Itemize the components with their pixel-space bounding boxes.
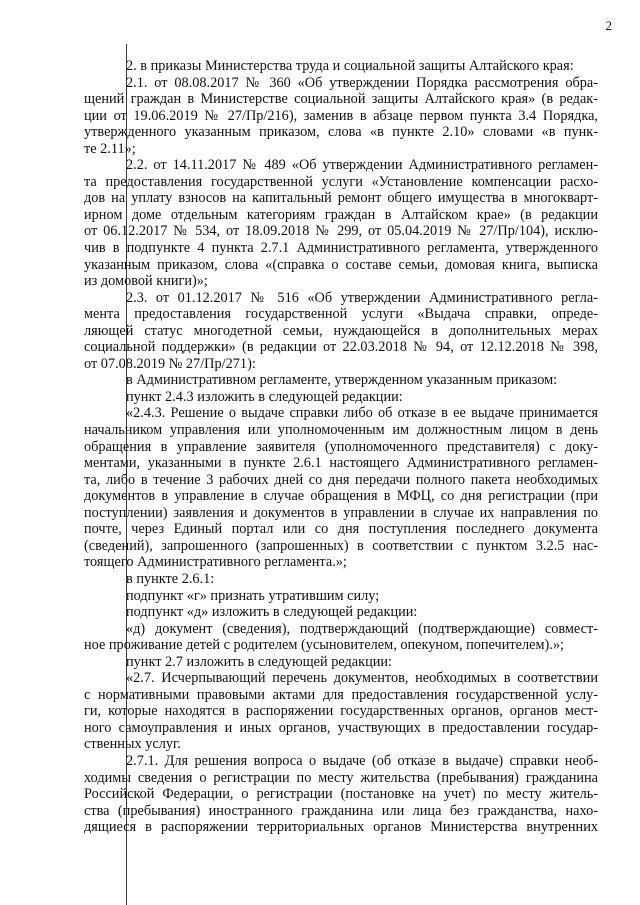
paragraph-line: ирном доме отдельным категориям граждан в Алтайском крае» (в редакции [84,206,598,223]
paragraph-line: ного самоуправления и иных органов, участвующих в предоставлении государ- [84,719,598,736]
paragraph-line: в пункте 2.6.1: [126,570,215,587]
paragraph-line: ственных услуг. [84,736,181,753]
paragraph-line: (сведений), запрошенного (запрошенных) в соответствии с пунктом 3.2.5 нас- [84,537,598,554]
paragraph-line: 2.2. от 14.11.2017 № 489 «Об утверждении Административного регламен- [126,157,598,174]
paragraph-line: с нормативными правовыми актами для предоставления государственной услу- [84,686,598,703]
paragraph-line: те 2.11»; [84,140,136,157]
document-body [84,58,598,836]
paragraph-line: ляющей статус многодетной семьи, нуждающейся в дополнительных мерах [84,322,598,339]
paragraph-line: пункт 2.4.3 изложить в следующей редакции: [126,388,403,405]
paragraph-line: 2.3. от 01.12.2017 № 516 «Об утверждении Административного регла- [126,289,598,306]
paragraph-line: ства (пребывания) иностранного гражданина или лица без гражданства, нахо- [84,802,598,819]
paragraph-line: пункт 2.7 изложить в следующей редакции: [126,653,393,670]
paragraph-line: тоящего Административного регламента.»; [84,554,347,571]
paragraph-line: Российской Федерации, о регистрации (постановке на учет) по месту житель- [84,786,598,803]
paragraph-line: ги, которые находятся в распоряжении государственных органов, органов мест- [84,703,598,720]
paragraph-line: «д) документ (сведения), подтверждающий (подтверждающие) совмест- [126,620,598,637]
paragraph-line: в Административном регламенте, утвержденном указанным приказом: [126,372,558,389]
paragraph-line: «2.7. Исчерпывающий перечень документов, необходимых в соответствии [126,670,598,687]
paragraph-line: от 06.12.2017 № 534, от 18.09.2018 № 299, от 05.04.2019 № 27/Пр/104), исклю- [84,223,598,240]
paragraph-line: из домовой книги)»; [84,273,208,290]
page-number: 2 [605,18,612,33]
paragraph-line: начальником управления или уполномоченным им должностным лицом в день [84,422,598,439]
paragraph-line: от 07.08.2019 № 27/Пр/271): [84,355,256,372]
paragraph-line: ментами, указанными в пункте 2.6.1 настоящего Административного регламен- [84,455,598,472]
paragraph-line: почте, через Единый портал или со дня поступления последнего документа [84,521,598,538]
paragraph-line: ходимы сведения о регистрации по месту жительства (пребывания) гражданина [84,769,598,786]
paragraph-line: 2. в приказы Министерства труда и социальной защиты Алтайского края: [126,58,574,74]
paragraph-line: поступлении) заявления и документов в управлении в случае их направления по [84,504,598,521]
paragraph-line: мента предоставления государственной услуги «Выдача справки, опреде- [84,306,598,323]
paragraph-line: подпункт «г» признать утратившим силу; [126,587,380,604]
paragraph-line: ции от 19.06.2019 № 27/Пр/216), заменив в абзаце первом пункта 3.4 Порядка, [84,107,598,124]
paragraph-line: утвержденного указанным приказом, слова «в пункте 2.10» словами «в пунк- [84,124,598,141]
paragraph-line: ное проживание детей с родителем (усыновителем, опекуном, попечителем).»; [84,637,564,654]
paragraph-line: «2.4.3. Решение о выдаче справки либо об отказе в ее выдаче принимается [126,405,598,422]
paragraph-line: 2.1. от 08.08.2017 № 360 «Об утверждении Порядка рассмотрения обра- [126,74,598,91]
paragraph-line: та предоставления государственной услуги «Установление компенсации расхо- [84,173,598,190]
paragraph-line: та, либо в течение 3 рабочих дней со дня передачи полного пакета необходимых [84,471,598,488]
paragraph-line: документов в управление в случае обращения в МФЦ, со дня регистрации (при [84,488,598,505]
paragraph-line: чив в подпункте 4 пункта 2.7.1 Административного регламента, утвержденного [84,240,598,257]
paragraph-line: подпункт «д» изложить в следующей редакции: [126,604,418,621]
paragraph-line: 2.7.1. Для решения вопроса о выдаче (об отказе в выдаче) справки необ- [126,752,598,769]
paragraph-line: щений граждан в Министерстве социальной защиты Алтайского края» (в редак- [84,91,598,108]
paragraph-line: дов на уплату взносов на капитальный ремонт общего имущества в многокварт- [84,190,598,207]
paragraph-line: дящиеся в распоряжении территориальных органов Министерства внутренних [84,819,598,836]
paragraph-line: социальной поддержки» (в редакции от 22.03.2018 № 94, от 12.12.2018 № 398, [84,339,598,356]
paragraph-line: указанным приказом, слова «(справка о составе семьи, домовая книга, выписка [84,256,598,273]
paragraph-line: обращения в управление заявителя (уполномоченного представителя) с доку- [84,438,598,455]
